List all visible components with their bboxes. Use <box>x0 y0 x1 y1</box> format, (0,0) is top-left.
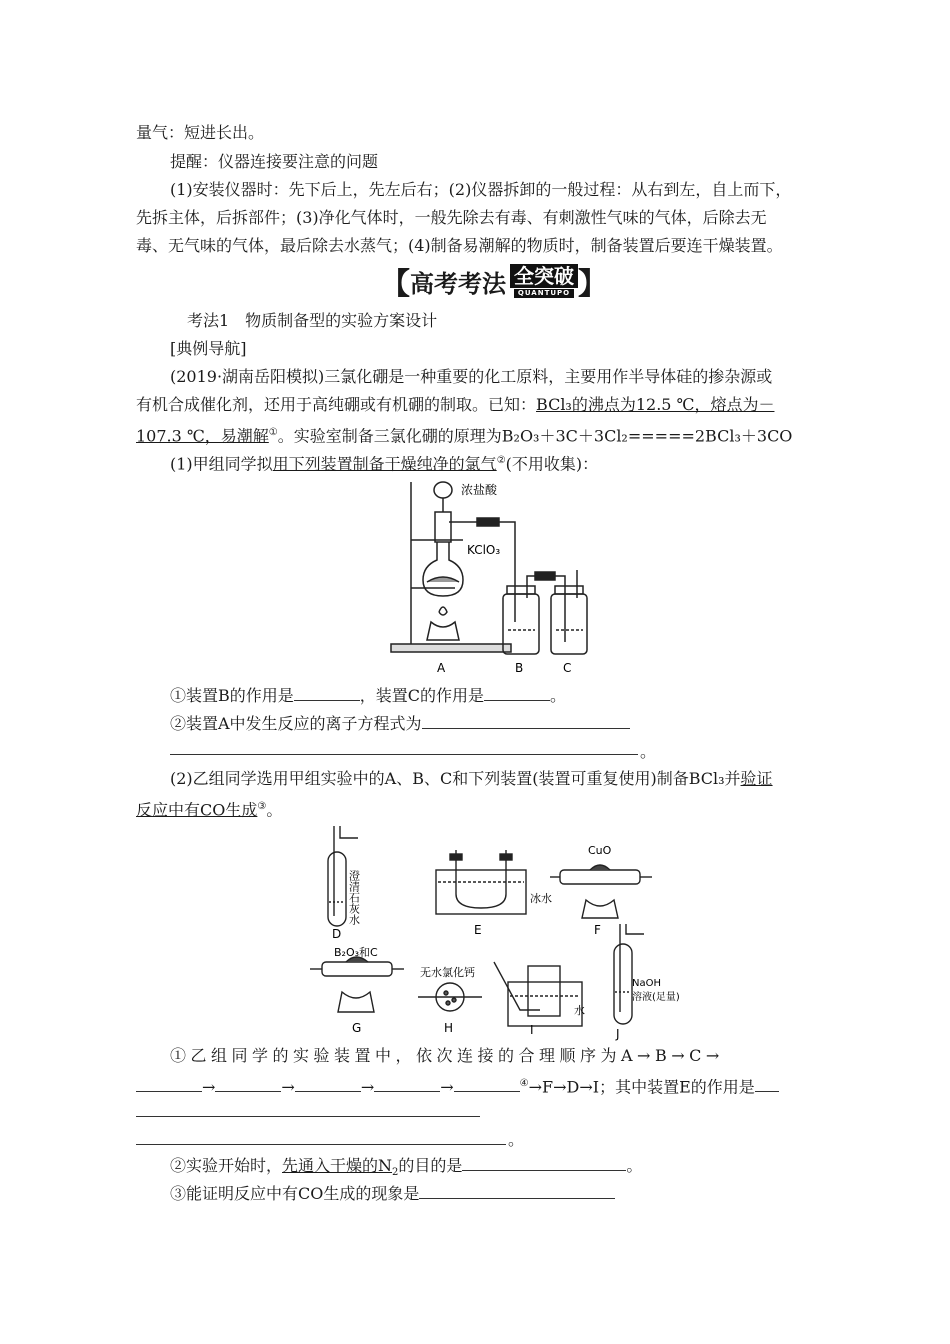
intro-line-1: 量气：短进长出。 <box>136 123 265 142</box>
label-limewater: 澄清石灰水 <box>347 870 361 925</box>
answer-blank[interactable] <box>295 1076 361 1092</box>
method-title: 考法1 物质制备型的实验方案设计 <box>187 311 438 330</box>
label-b: B <box>515 661 524 675</box>
answer-blank[interactable] <box>215 1076 281 1092</box>
sub-question-1-post: (不用收集)： <box>505 454 599 474</box>
sub-question-2-underlined: 验证 <box>740 769 773 788</box>
question-line-3-text: 。实验室制备三氯化硼的原理为B₂O₃＋3C＋3Cl₂=====2BCl₃＋3CO <box>277 426 793 446</box>
label-conc-hcl: 浓盐酸 <box>461 483 498 497</box>
sub-q2-item-1-text: →F→D→I；其中装置E的作用是 <box>528 1077 755 1097</box>
label-cacl2: 无水氯化钙 <box>420 966 475 979</box>
footnote-4: ④ <box>519 1078 529 1089</box>
sub-q1-item-2 <box>170 713 630 735</box>
arrow: → <box>281 1077 295 1097</box>
label-kclo3: KClO₃ <box>467 543 501 557</box>
answer-blank[interactable] <box>484 685 550 701</box>
sub-q1-item-1-a: ①装置B的作用是 <box>170 686 294 705</box>
label-ice-water: 冰水 <box>530 892 552 905</box>
banner-tag-sub: QUANTUPO <box>514 289 574 298</box>
arrow: → <box>202 1077 216 1097</box>
sub-question-2-underlined-2: 反应中有CO生成 <box>136 800 258 820</box>
banner-title: 高考考法 <box>410 269 506 298</box>
label-naoh-excess: 溶液(足量) <box>632 992 680 1003</box>
sub-q1-item-1-c: 。 <box>550 686 567 705</box>
answer-blank[interactable] <box>454 1076 520 1092</box>
sub-q2-item-1-end: 。 <box>508 1130 525 1149</box>
sub-q2-item-3-text: ③能证明反应中有CO生成的现象是 <box>170 1184 420 1203</box>
sub-question-2-post: 。 <box>266 800 283 820</box>
footnote-2: ② <box>496 455 506 466</box>
label-naoh: NaOH <box>632 978 661 989</box>
answer-blank-line[interactable] <box>170 753 638 755</box>
answer-blank[interactable] <box>419 1183 615 1199</box>
question-line-1: (2019·湖南岳阳模拟)三氯化硼是一种重要的化工原料，主要用作半导体硅的掺杂源或 <box>170 367 773 386</box>
sub-q2-item-2-a: ②实验开始时， <box>170 1156 283 1175</box>
banner-tag <box>510 264 578 298</box>
label-f: F <box>594 923 601 937</box>
banner-left-bracket: 【 <box>380 267 410 302</box>
sub-q1-item-1-b: ，装置C的作用是 <box>359 686 485 705</box>
label-i: I <box>530 1023 534 1037</box>
banner-tag-text: 全突破 <box>510 264 578 288</box>
sub-q2-item-2-underlined: 先通入干燥的N <box>282 1156 393 1175</box>
label-water: 水 <box>574 1004 585 1017</box>
label-e: E <box>474 923 482 937</box>
sub-q2-item-2-b: 的目的是 <box>398 1156 463 1175</box>
label-d: D <box>332 927 342 941</box>
sub-q1-item-2-end: 。 <box>640 742 657 761</box>
sub-q2-item-1-line-2 <box>136 1073 779 1098</box>
label-cuo: CuO <box>588 844 612 857</box>
label-b2o3-c: B₂O₃和C <box>334 946 378 959</box>
figure-apparatus-abc <box>385 472 605 682</box>
label-h: H <box>444 1021 454 1035</box>
arrow: → <box>440 1077 454 1097</box>
sub-question-1-underlined: 用下列装置制备干燥纯净的氯气 <box>272 454 497 474</box>
sub-question-2-line-2 <box>136 796 282 821</box>
answer-blank[interactable] <box>374 1076 440 1092</box>
sub-q2-item-1: ①乙组同学的实验装置中，依次连接的合理顺序为A→B→C→ <box>170 1046 724 1065</box>
answer-blank[interactable] <box>136 1076 202 1092</box>
intro-line-2: 提醒：仪器连接要注意的问题 <box>170 152 379 171</box>
label-g: G <box>352 1021 362 1035</box>
footnote-1: ① <box>268 427 278 438</box>
sub-q2-item-2: ②实验开始时，先通入干燥的$N_2$的目的是 。 <box>170 1156 643 1179</box>
sub-q2-item-2-end: 。 <box>626 1156 643 1175</box>
section-banner <box>380 262 608 300</box>
answer-blank-line[interactable] <box>136 1115 480 1117</box>
label-j: J <box>616 1027 620 1041</box>
footnote-3: ③ <box>257 801 267 812</box>
sub-q1-item-1 <box>170 685 566 707</box>
question-line-2-underlined: BCl₃的沸点为12.5 ℃，熔点为－ <box>536 395 775 414</box>
answer-blank-line[interactable] <box>136 1143 506 1145</box>
sub-q1-item-2-text: ②装置A中发生反应的离子方程式为 <box>170 714 422 733</box>
answer-blank[interactable] <box>422 713 630 729</box>
figure-apparatus-d-j <box>298 822 680 1041</box>
question-line-2-text: 有机合成催化剂，还用于高纯硼或有机硼的制取。已知： <box>136 395 537 414</box>
question-line-2 <box>136 394 774 416</box>
answer-blank[interactable] <box>755 1076 779 1092</box>
intro-line-4: 先拆主体，后拆部件；(3)净化气体时，一般先除去有毒、有刺激性气味的气体，后除去无 <box>136 208 767 227</box>
label-c: C <box>563 661 572 675</box>
question-line-3-underlined: 107.3 ℃，易潮解 <box>136 426 269 446</box>
sub-question-2-text: (2)乙组同学选用甲组实验中的A、B、C和下列装置(装置可重复使用)制备BCl₃并 <box>170 769 741 788</box>
sub-question-2-line-1 <box>170 768 773 790</box>
guide-title: [典例导航] <box>170 339 247 358</box>
sub-question-1-pre: (1)甲组同学拟 <box>170 454 273 474</box>
intro-line-3: (1)安装仪器时：先下后上，先左后右；(2)仪器拆卸的一般过程：从右到左，自上而下， <box>170 180 792 199</box>
label-a: A <box>437 661 446 675</box>
arrow: → <box>360 1077 375 1097</box>
question-line-3 <box>136 422 792 447</box>
banner-right-bracket: 】 <box>578 267 608 302</box>
sub-q2-item-3 <box>170 1183 615 1205</box>
answer-blank[interactable] <box>462 1155 626 1171</box>
intro-line-5: 毒、无气味的气体，最后除去水蒸气；(4)制备易潮解的物质时，制备装置后要连干燥装置。 <box>136 236 783 255</box>
answer-blank[interactable] <box>294 685 360 701</box>
